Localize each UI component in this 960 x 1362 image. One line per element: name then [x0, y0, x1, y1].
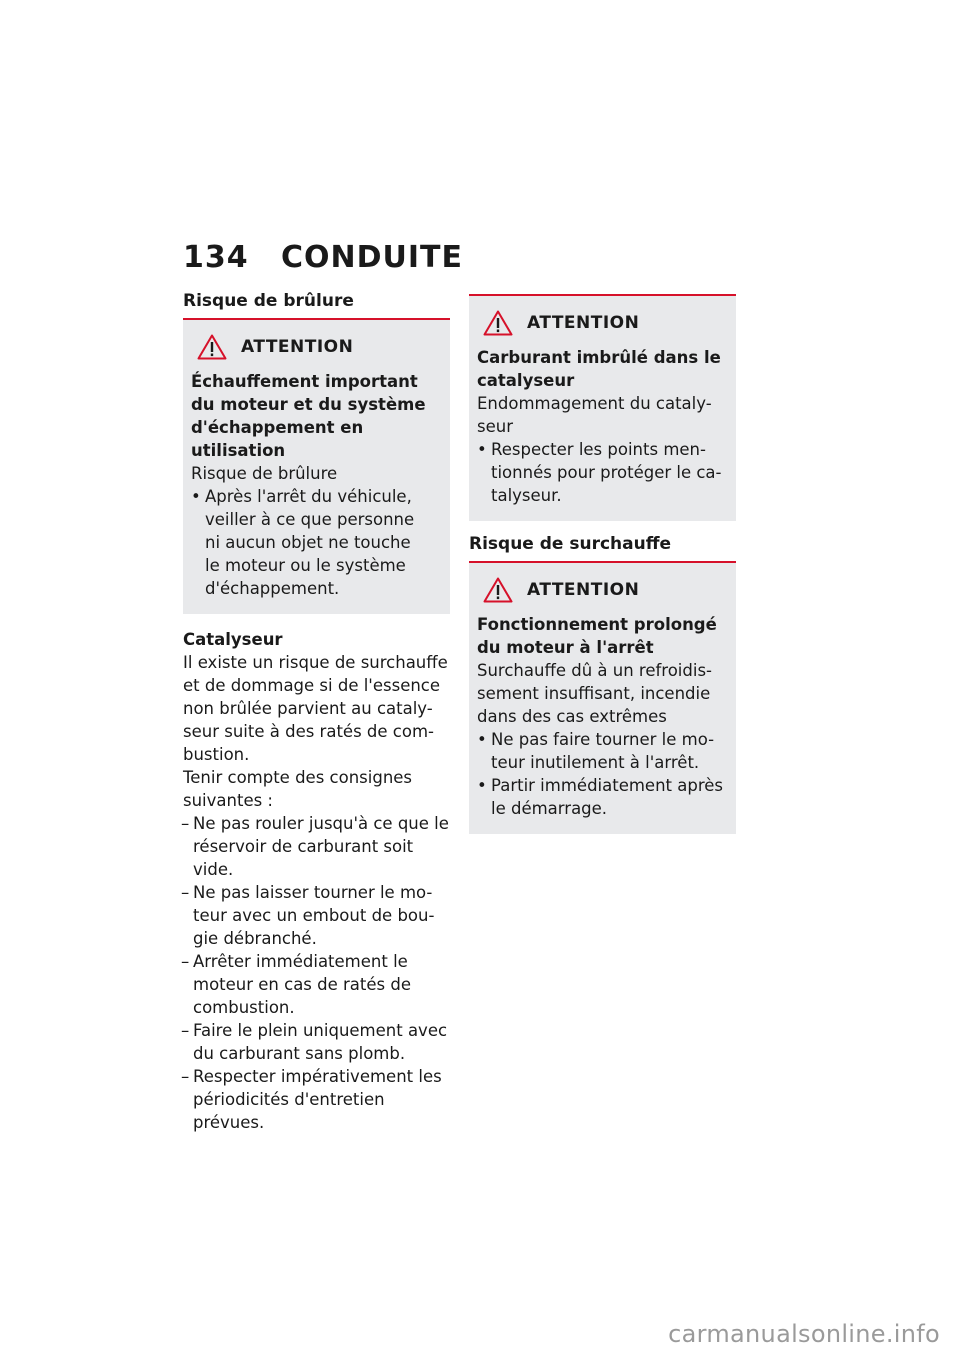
warning-triangle-icon — [483, 577, 513, 603]
warning-title — [197, 334, 442, 360]
chapter-title: CONDUITE — [281, 240, 464, 275]
warning-bullet: • Respecter les points men-tionnés pour protéger le ca-talyseur. — [477, 438, 728, 507]
warning-box-overheat — [469, 563, 736, 834]
warning-title — [483, 310, 728, 336]
warning-label: ATTENTION — [527, 313, 640, 333]
warning-text: Risque de brûlure — [191, 464, 338, 483]
section-title-burn: Risque de brûlure — [183, 290, 450, 320]
warning-heading-line: d'échappement en utilisation — [191, 418, 364, 460]
warning-title — [483, 577, 728, 603]
instruction-item: – Faire le plein uniquement avec du carburant sans plomb. — [183, 1019, 450, 1065]
catalyst-title: Catalyseur — [183, 630, 283, 649]
warning-text: Endommagement du cataly-seur — [477, 394, 712, 436]
warning-heading: Carburant imbrûlé dans le catalyseur — [477, 348, 721, 390]
instruction-item: – Arrêter immédiatement le moteur en cas de ratés de combustion. — [183, 950, 450, 1019]
catalyst-instructions: Tenir compte des consignes suivantes : — [183, 768, 413, 810]
catalyst-paragraph: Il existe un risque de surchauffe et de dommage si de l'essence non brûlée parvient au cataly-seur suite à des ratés de com-bustion. — [183, 653, 448, 764]
warning-heading-line: du moteur et du système — [191, 395, 426, 414]
warning-bullet: • Après l'arrêt du véhicule, veiller à ce que personne ni aucun objet ne touche le moteur ou le système d'échappement. — [191, 485, 417, 600]
warning-box-catalyst — [469, 294, 736, 521]
warning-triangle-icon — [197, 334, 227, 360]
warning-heading-line: Échauffement important — [191, 372, 418, 391]
warning-box-burn — [183, 320, 450, 614]
warning-text: Surchauffe dû à un refroidis-sement insuffisant, incendie dans des cas extrêmes — [477, 661, 712, 726]
page-number: 134 — [183, 240, 249, 275]
right-column — [469, 294, 736, 834]
instruction-item: – Ne pas rouler jusqu'à ce que le réservoir de carburant soit vide. — [183, 812, 450, 881]
warning-bullet: • Partir immédiatement après le démarrage. — [477, 774, 728, 820]
section-title-overheat: Risque de surchauffe — [469, 533, 736, 563]
warning-label: ATTENTION — [527, 580, 640, 600]
warning-triangle-icon — [483, 310, 513, 336]
left-column — [183, 290, 450, 1134]
page-header — [183, 240, 463, 275]
instruction-item: – Ne pas laisser tourner le mo-teur avec un embout de bou-gie débranché. — [183, 881, 450, 950]
watermark: carmanualsonline.info — [668, 1320, 940, 1348]
warning-label: ATTENTION — [241, 337, 354, 357]
instruction-item: – Respecter impérativement les périodicités d'entretien prévues. — [183, 1065, 450, 1134]
warning-bullet: • Ne pas faire tourner le mo-teur inutilement à l'arrêt. — [477, 728, 728, 774]
warning-heading: Fonctionnement prolongé du moteur à l'arrêt — [477, 615, 717, 657]
